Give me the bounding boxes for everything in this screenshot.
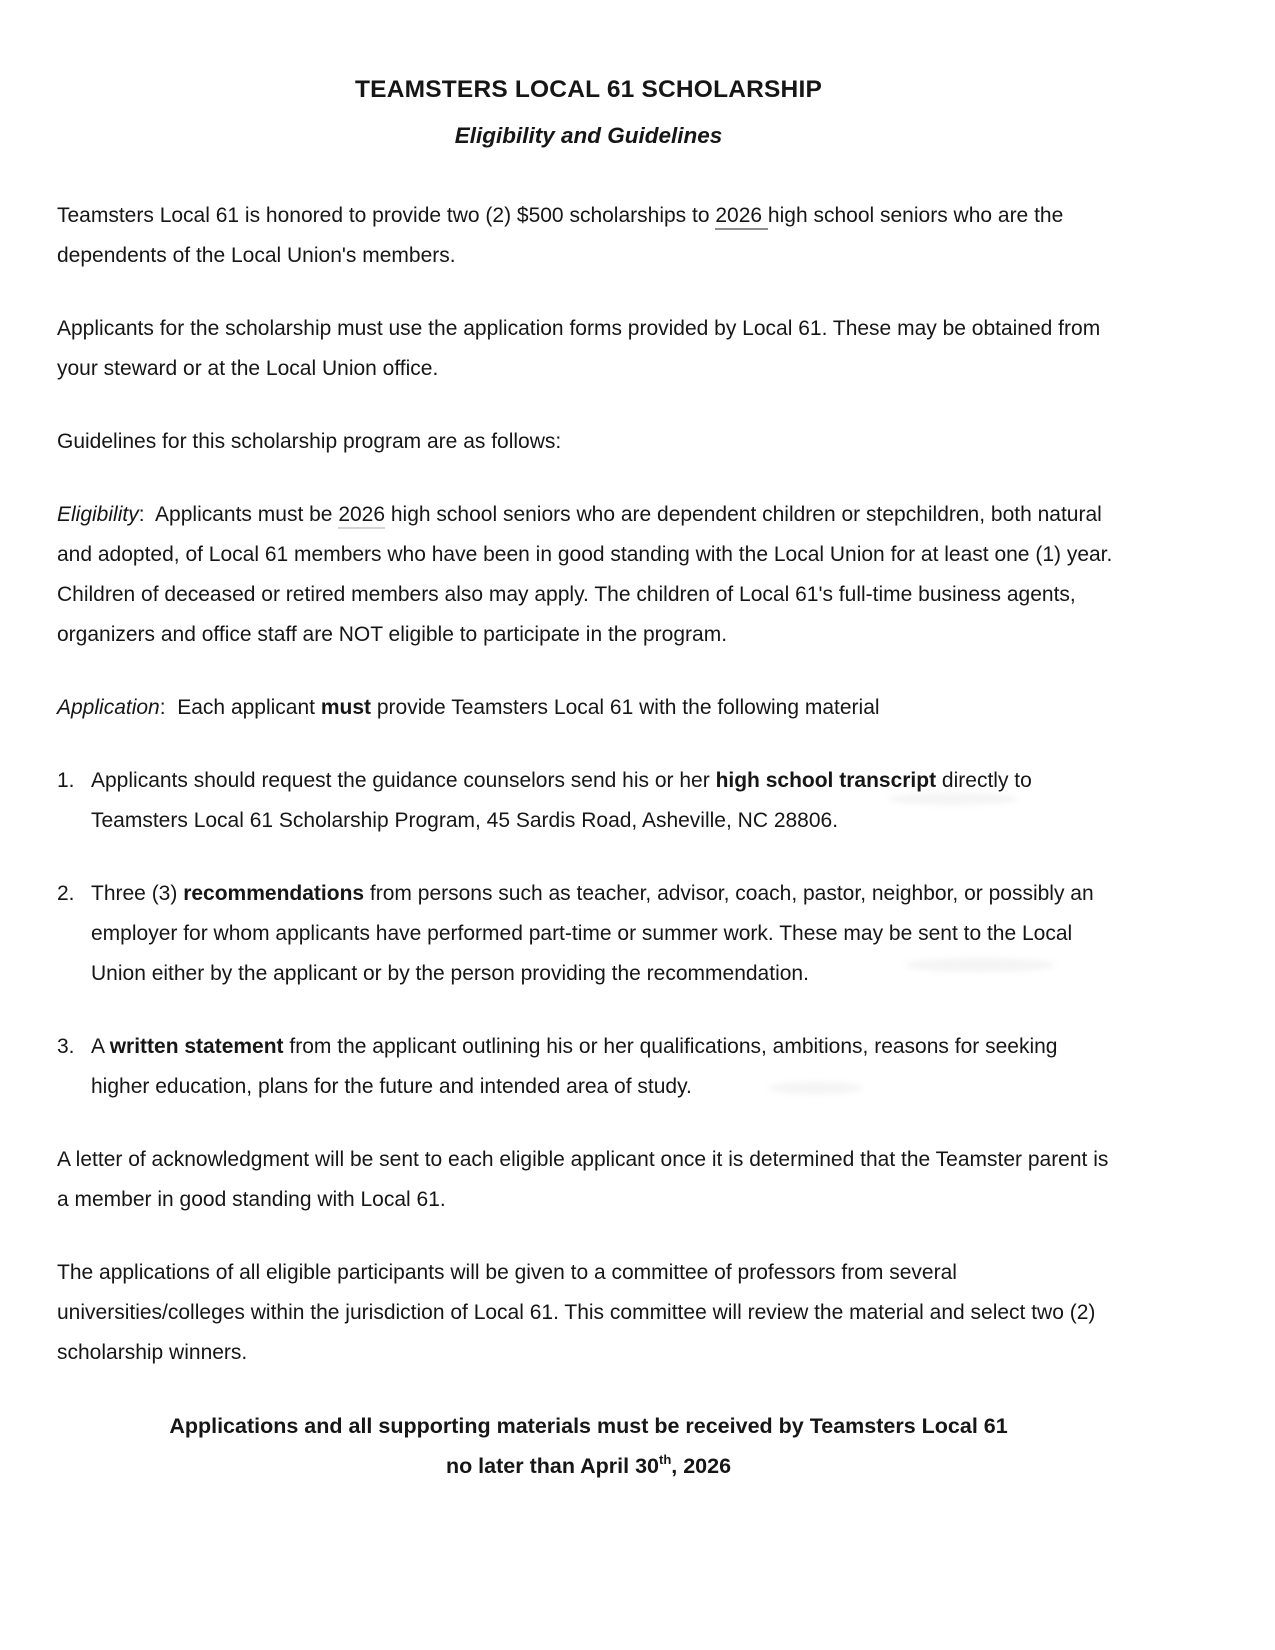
list-item-text xyxy=(91,1027,1120,1107)
text-segment: : Each applicant xyxy=(159,696,321,719)
closing-line-2 xyxy=(57,1446,1120,1486)
paragraph-application-forms xyxy=(57,309,1120,389)
text-segment: from the applicant outlining his or her qualifications, ambitions, reasons for seeking higher education, plans for the future and intended area of study. xyxy=(91,1035,1058,1098)
document-title: TEAMSTERS LOCAL 61 SCHOLARSHIP xyxy=(354,76,822,103)
text-segment: A letter of acknowledgment will be sent to each eligible applicant once it is determined that the Teamster parent is a member in good standing with Local 61. xyxy=(57,1148,1109,1211)
text-segment: , 2026 xyxy=(671,1454,732,1478)
requirements-list xyxy=(57,761,1120,1107)
text-segment: high school seniors who are dependent children or stepchildren, both natural and adopted, of Local 61 members who have been in good standing with the Local Union for at least one (1) year. Children of deceased or retired members also may apply. The children of Local 61's full-time business agents, organizers and office staff are NOT eligible to participate in the program. xyxy=(57,503,1113,646)
text-segment: Applicants should request the guidance counselors send his or her xyxy=(91,769,716,792)
text-segment: written statement xyxy=(109,1035,284,1058)
text-segment: The applications of all eligible participants will be given to a committee of professors from several universities/colleges within the jurisdiction of Local 61. This committee will review the material and select two (2) scholarship winners. xyxy=(57,1261,1096,1364)
list-item-text xyxy=(91,874,1120,994)
paragraph-application xyxy=(57,688,1120,728)
text-segment: Eligibility xyxy=(57,503,139,526)
paragraph-acknowledgment xyxy=(57,1140,1120,1220)
list-item-written-statement xyxy=(57,1027,1120,1107)
text-segment: Applicants for the scholarship must use the application forms provided by Local 61. These may be obtained from your steward or at the Local Union office. xyxy=(57,317,1101,380)
text-segment: 2026 xyxy=(338,503,385,529)
text-segment: 2026 xyxy=(715,204,768,230)
document-subtitle: Eligibility and Guidelines xyxy=(454,123,723,148)
text-segment: directly to Teamsters Local 61 Scholarship Program, 45 Sardis Road, Asheville, NC 28806. xyxy=(91,769,1032,832)
text-segment: Application xyxy=(57,696,160,719)
paragraph-intro xyxy=(57,196,1120,276)
text-segment: high school seniors who are the dependents of the Local Union's members. xyxy=(57,204,1064,267)
text-segment: must xyxy=(320,696,372,719)
text-segment: Teamsters Local 61 is honored to provide two (2) $500 scholarships to xyxy=(57,204,716,227)
text-segment: from persons such as teacher, advisor, coach, pastor, neighbor, or possibly an employer for whom applicants have performed part-time or summer work. These may be sent to the Local Union either by the applicant or by the person providing the recommendation. xyxy=(91,882,1094,985)
list-item-number: 1. xyxy=(57,769,75,792)
list-item-recommendations xyxy=(57,874,1120,994)
text-segment: high school transcript xyxy=(715,769,937,792)
text-segment: Three (3) xyxy=(91,882,184,905)
list-item-transcript xyxy=(57,761,1120,841)
text-segment: recommendations xyxy=(183,882,365,905)
paragraph-eligibility xyxy=(57,495,1120,655)
text-segment: : Applicants must be xyxy=(138,503,339,526)
closing-line-1 xyxy=(57,1406,1120,1446)
list-item-number: 3. xyxy=(57,1035,75,1058)
paragraph-committee xyxy=(57,1253,1120,1373)
text-segment: A xyxy=(91,1035,110,1058)
text-segment: Applications and all supporting materials must be received by Teamsters Local 61 xyxy=(169,1414,1008,1438)
list-item-number: 2. xyxy=(57,882,75,905)
text-segment: th xyxy=(659,1451,672,1467)
list-item-text xyxy=(91,761,1120,841)
text-segment: provide Teamsters Local 61 with the following material xyxy=(371,696,880,719)
paragraph-guidelines-intro xyxy=(57,422,1120,462)
closing-notice xyxy=(57,1406,1120,1486)
text-segment: Guidelines for this scholarship program are as follows: xyxy=(57,430,562,453)
text-segment: no later than April 30 xyxy=(445,1454,659,1478)
